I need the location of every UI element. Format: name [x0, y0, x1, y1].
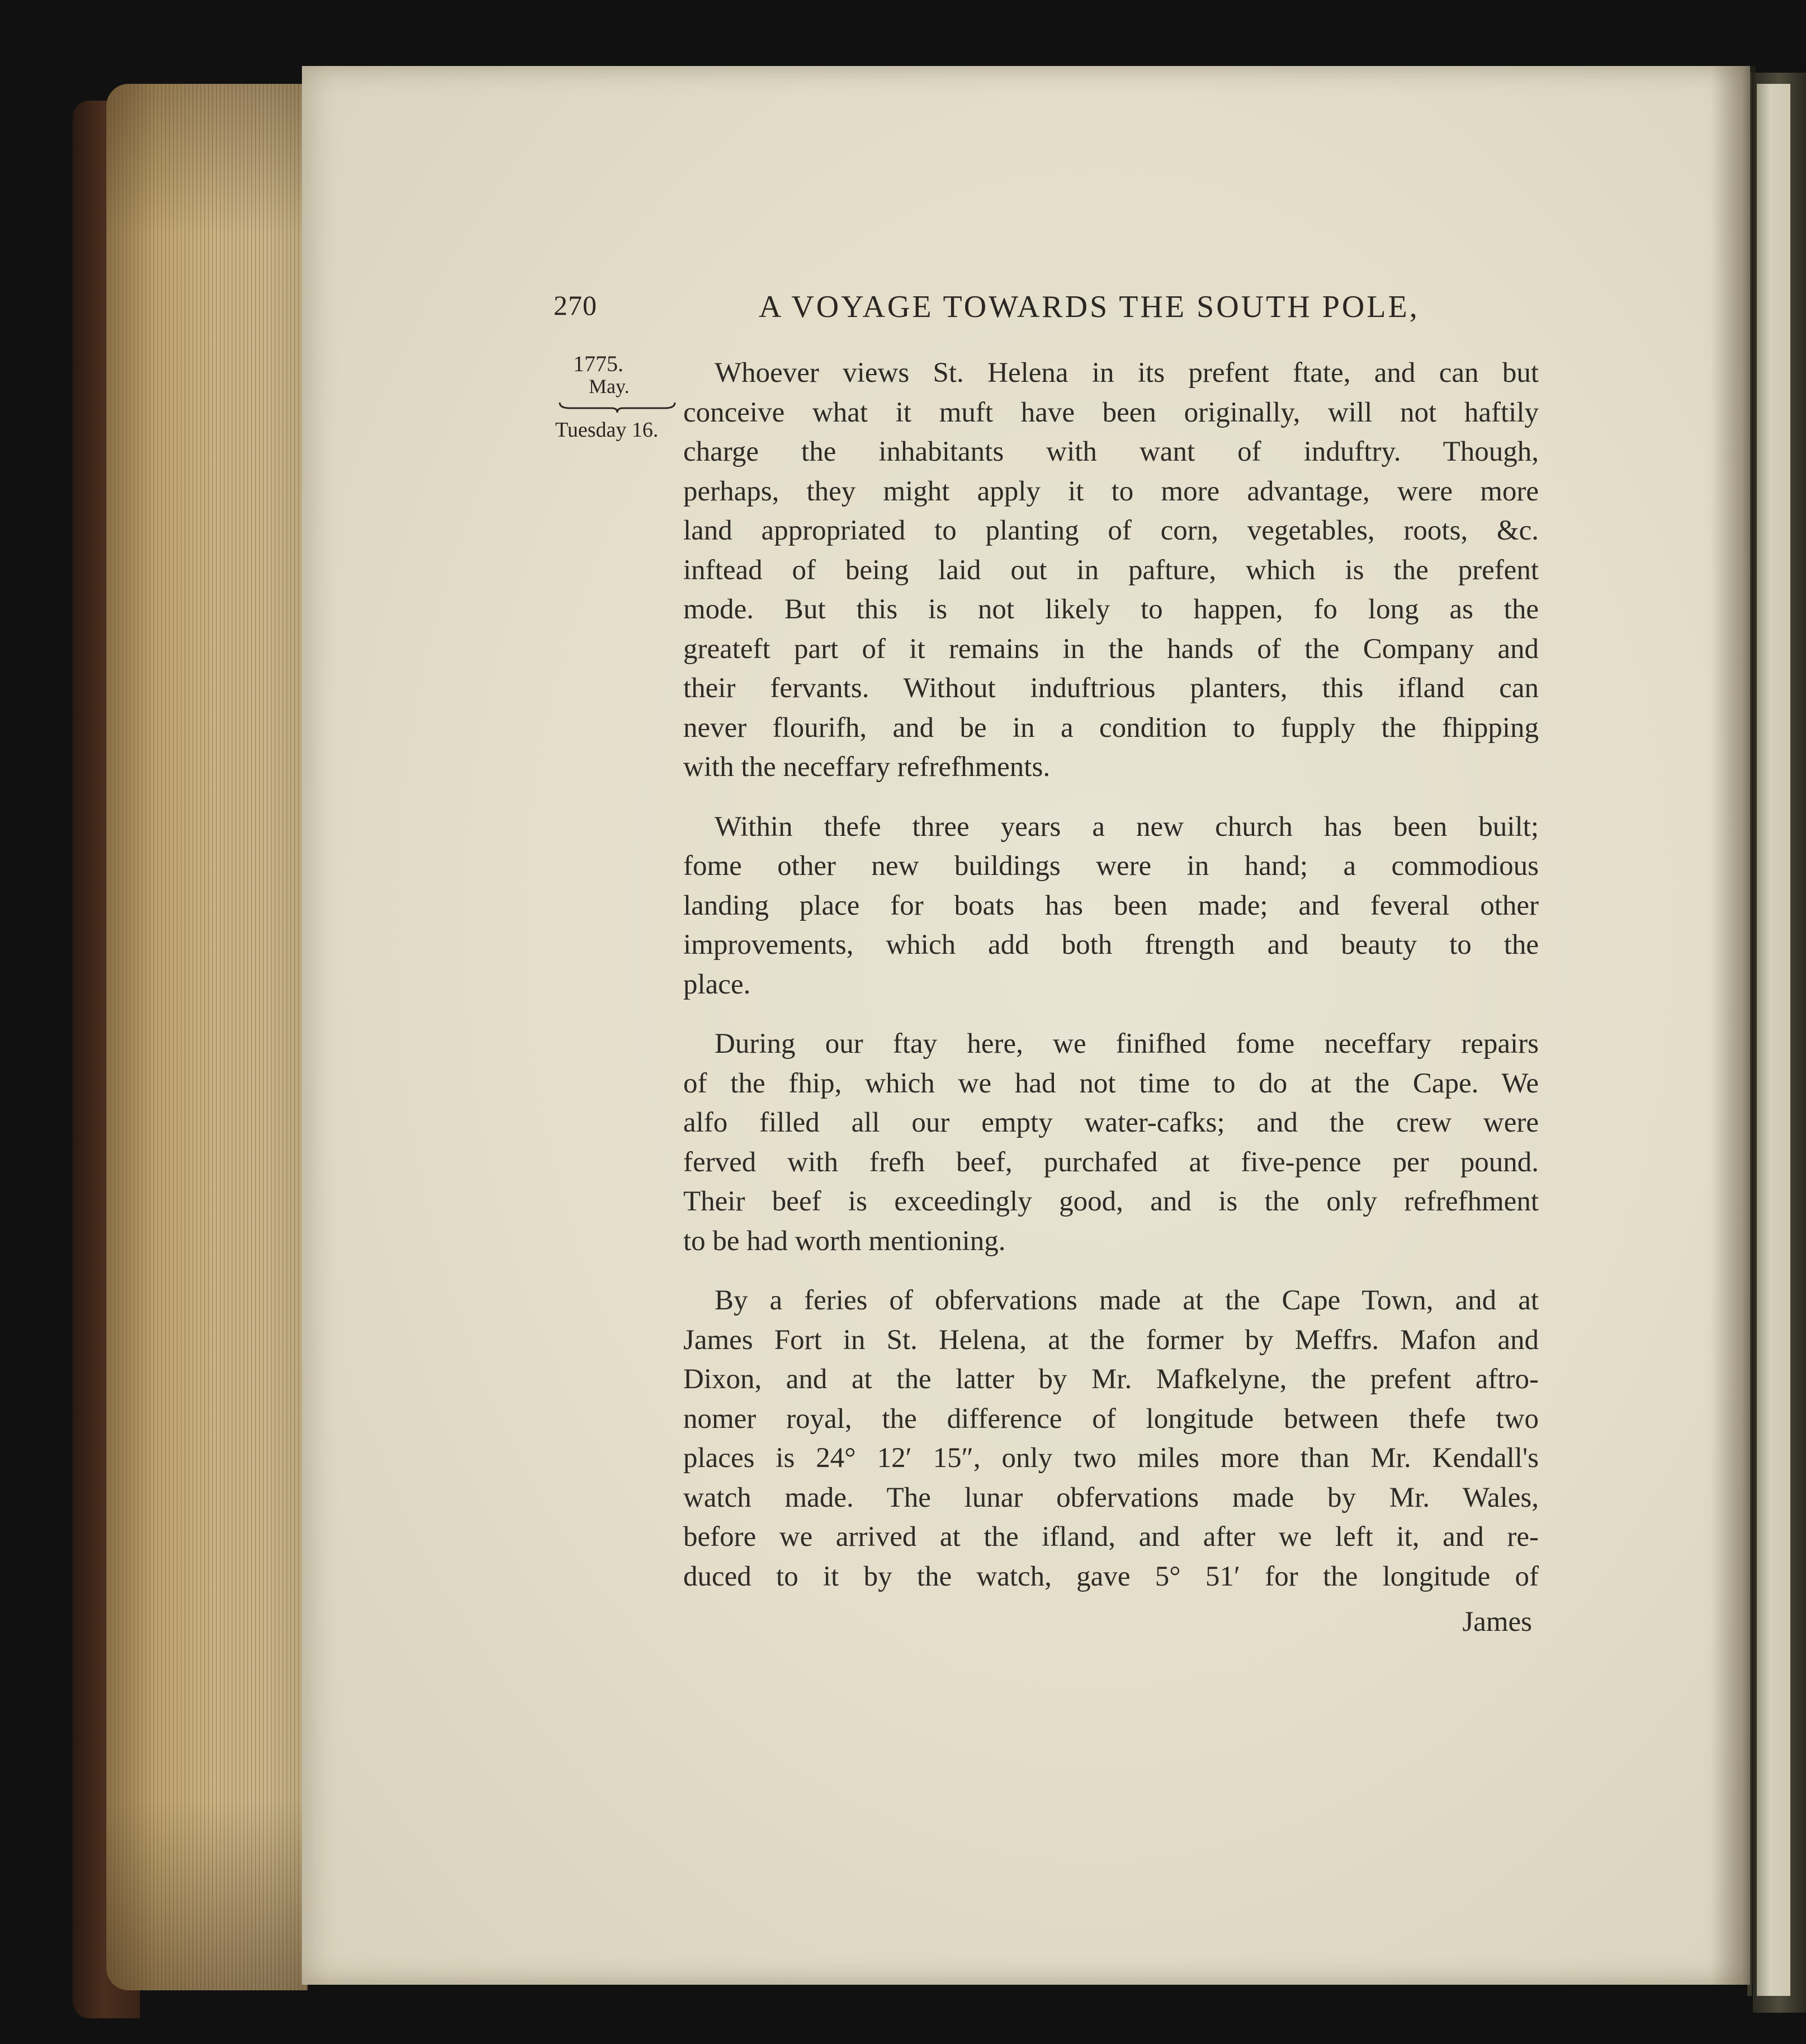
page-block-edges	[106, 84, 308, 1990]
body-text	[683, 353, 1539, 1596]
text-line: their fervants. Without induftrious planters, this ifland can	[683, 673, 1539, 704]
text-line: mode. But this is not likely to happen, fo long as the	[683, 594, 1539, 625]
margin-note-year: 1775.	[573, 351, 623, 376]
text-line: greateft part of it remains in the hands of the Company and	[683, 633, 1539, 665]
text-line: places is 24° 12′ 15″, only two miles more than Mr. Kendall's	[683, 1442, 1539, 1474]
margin-note-day: Tuesday 16.	[555, 418, 659, 442]
text-line: improvements, which add both ftrength and beauty to the	[683, 929, 1539, 961]
paragraph	[683, 807, 1539, 1005]
text-line: with the neceffary refrefhments.	[683, 751, 1051, 783]
text-line: land appropriated to planting of corn, vegetables, roots, &c.	[683, 515, 1539, 546]
text-line: inftead of being laid out in pafture, which is the prefent	[683, 554, 1539, 586]
text-line: ferved with frefh beef, purchafed at five-pence per pound.	[683, 1146, 1539, 1178]
running-head-title: A VOYAGE TOWARDS THE SOUTH POLE,	[759, 290, 1420, 324]
text-line: Within thefe three years a new church has been built;	[715, 811, 1539, 843]
text-line: of the fhip, which we had not time to do at the Cape. We	[683, 1067, 1539, 1099]
page-number: 270	[554, 290, 597, 321]
text-line: Dixon, and at the latter by Mr. Mafkelyne, the prefent aftro-	[683, 1364, 1539, 1395]
facing-page-edge	[1757, 84, 1790, 1996]
text-line: charge the inhabitants with want of induftry. Though,	[683, 436, 1539, 467]
margin-brace-icon	[559, 400, 676, 414]
text-line: alfo filled all our empty water-cafks; and the crew were	[683, 1107, 1539, 1138]
gutter-shadow	[1711, 66, 1756, 1985]
margin-note-month: May.	[589, 375, 630, 398]
text-line: James Fort in St. Helena, at the former by Meffrs. Mafon and	[683, 1324, 1539, 1356]
text-line: never flourifh, and be in a condition to fupply the fhipping	[683, 712, 1539, 744]
text-line: By a feries of obfervations made at the Cape Town, and at	[715, 1285, 1539, 1316]
text-line: landing place for boats has been made; and feveral other	[683, 889, 1539, 921]
margin-note	[551, 352, 674, 442]
catchword: James	[1462, 1606, 1532, 1638]
text-line: duced to it by the watch, gave 5° 51′ for the longitude of	[683, 1560, 1539, 1592]
running-head	[554, 289, 1535, 334]
text-line: place.	[683, 968, 751, 1000]
text-line: Whoever views St. Helena in its prefent ftate, and can but	[715, 357, 1539, 389]
text-line: During our ftay here, we finifhed fome neceffary repairs	[715, 1028, 1539, 1059]
text-line: Their beef is exceedingly good, and is the only refrefhment	[683, 1186, 1539, 1217]
text-line: nomer royal, the difference of longitude between thefe two	[683, 1403, 1539, 1435]
text-line: fome other new buildings were in hand; a commodious	[683, 850, 1539, 882]
text-line: to be had worth mentioning.	[683, 1225, 1006, 1257]
text-line: conceive what it muft have been originally, will not haftily	[683, 396, 1539, 428]
paragraph	[683, 1024, 1539, 1261]
text-line: before we arrived at the ifland, and after we left it, and re-	[683, 1521, 1539, 1553]
paragraph	[683, 353, 1539, 787]
text-line: watch made. The lunar obfervations made by Mr. Wales,	[683, 1482, 1539, 1513]
paragraph	[683, 1281, 1539, 1596]
text-line: perhaps, they might apply it to more advantage, were more	[683, 475, 1539, 507]
